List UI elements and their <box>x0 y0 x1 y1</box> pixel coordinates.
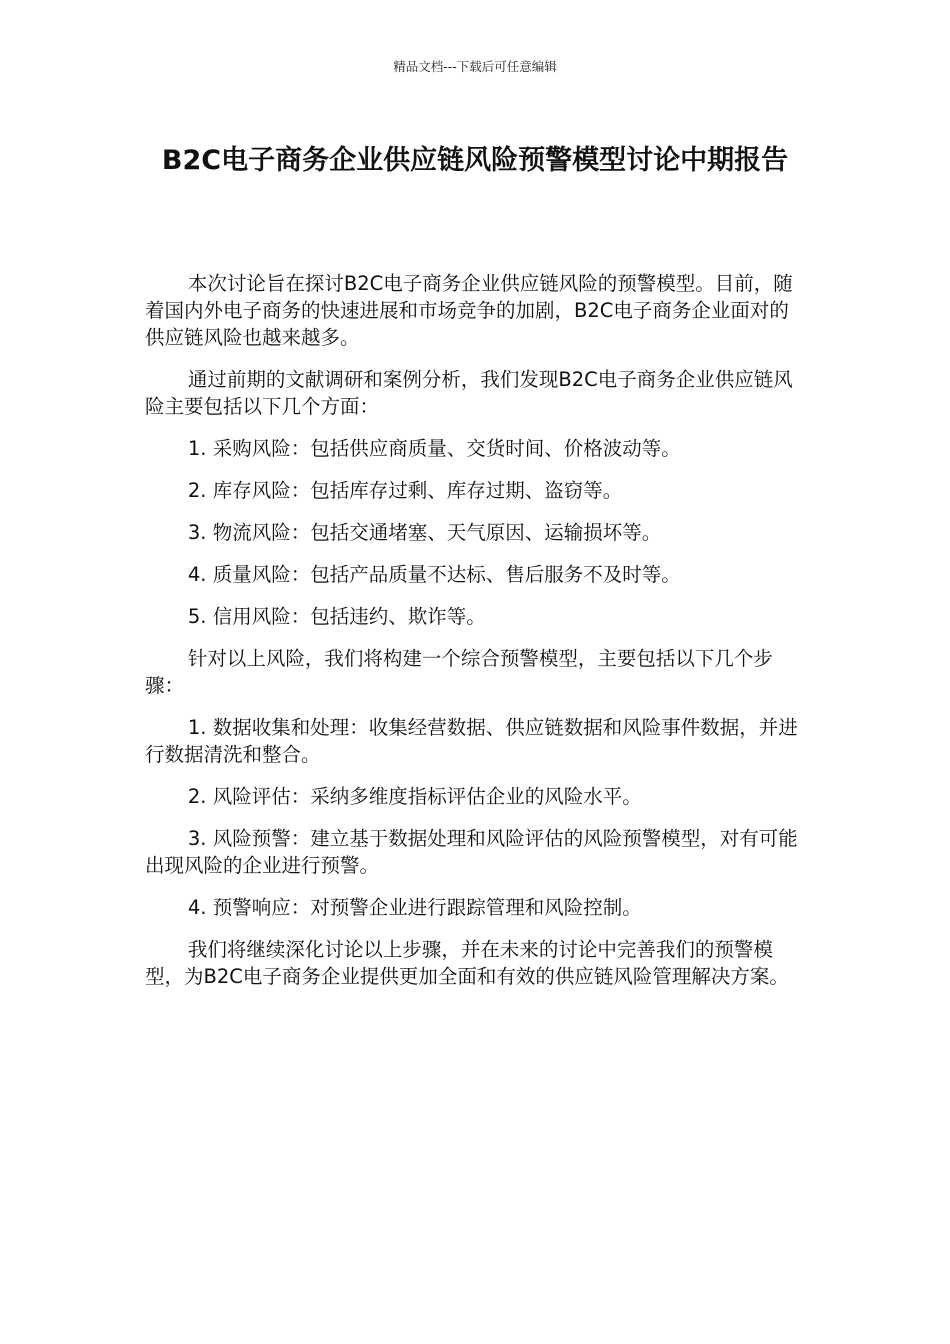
step-item-response: 4. 预警响应：对预警企业进行跟踪管理和风险控制。 <box>187 896 642 919</box>
document-body <box>145 270 805 1005</box>
risk-item-credit: 5. 信用风险：包括违约、欺诈等。 <box>187 605 486 628</box>
paragraph-model-intro: 针对以上风险，我们将构建一个综合预警模型，主要包括以下几个步骤： <box>145 647 773 697</box>
paragraph-conclusion: 我们将继续深化讨论以上步骤，并在未来的讨论中完善我们的预警模型，为B2C电子商务企业提供更加全面和有效的供应链风险管理解决方案。 <box>145 938 789 988</box>
step-item-data: 1. 数据收集和处理：收集经营数据、供应链数据和风险事件数据，并进行数据清洗和整合。 <box>145 716 798 766</box>
document-title: B2C电子商务企业供应链风险预警模型讨论中期报告 <box>161 145 789 176</box>
step-item-assessment: 2. 风险评估：采纳多维度指标评估企业的风险水平。 <box>187 785 642 808</box>
risk-item-procurement: 1. 采购风险：包括供应商质量、交货时间、价格波动等。 <box>187 437 681 460</box>
risk-item-quality: 4. 质量风险：包括产品质量不达标、售后服务不及时等。 <box>187 563 681 586</box>
paragraph-intro: 本次讨论旨在探讨B2C电子商务企业供应链风险的预警模型。目前，随着国内外电子商务的快速进展和市场竞争的加剧，B2C电子商务企业面对的供应链风险也越来越多。 <box>145 272 793 349</box>
step-item-warning: 3. 风险预警：建立基于数据处理和风险评估的风险预警模型，对有可能出现风险的企业进行预警。 <box>145 827 798 877</box>
risk-item-logistics: 3. 物流风险：包括交通堵塞、天气原因、运输损坏等。 <box>187 521 662 544</box>
paragraph-findings: 通过前期的文献调研和案例分析，我们发现B2C电子商务企业供应链风险主要包括以下几个方面： <box>145 368 793 418</box>
risk-item-inventory: 2. 库存风险：包括库存过剩、库存过期、盗窃等。 <box>187 479 623 502</box>
page-header: 精品文档---下载后可任意编辑 <box>393 59 557 74</box>
